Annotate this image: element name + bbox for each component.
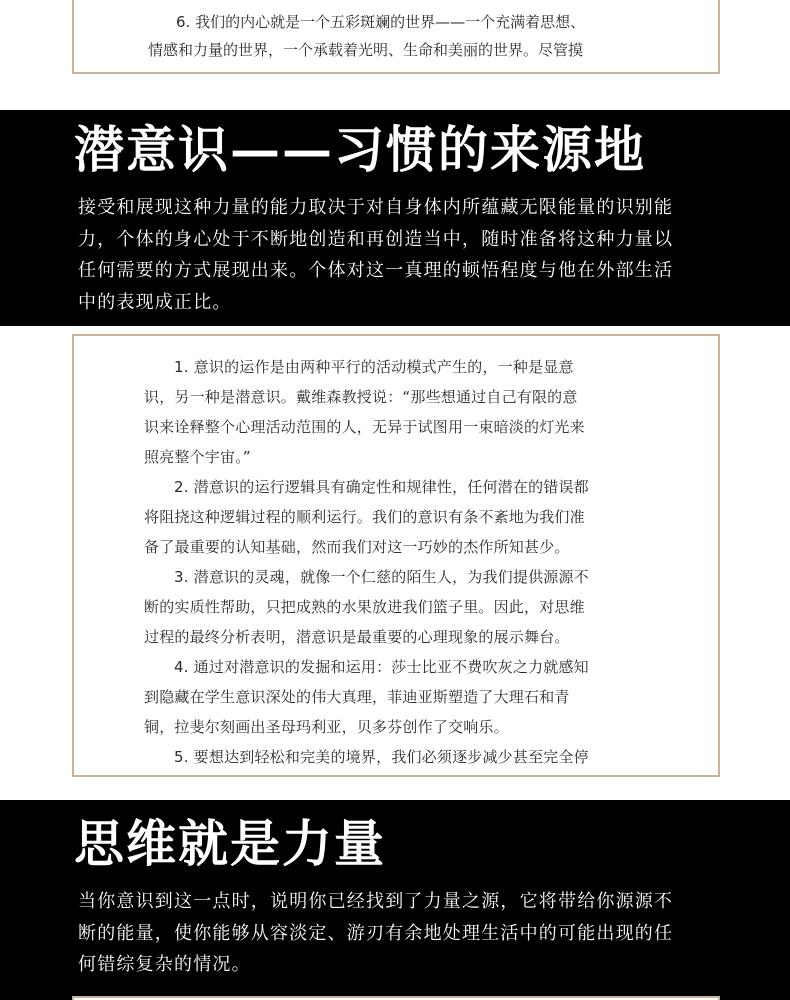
paragraph-line: 到隐藏在学生意识深处的伟大真理，菲迪亚斯塑造了大理石和青	[144, 688, 570, 706]
numbered-points	[144, 352, 644, 772]
paragraph-line: 6. 我们的内心就是一个五彩斑斓的世界——一个充满着思想、	[176, 13, 586, 31]
intro-line: 何错综复杂的情况。	[78, 954, 251, 975]
intro-line: 中的表现成正比。	[78, 291, 232, 313]
numbered-points-card	[72, 334, 720, 777]
intro-line: 断的能量，使你能够从容淡定、游刃有余地处理生活中的可能出现的任	[78, 922, 674, 944]
section-heading: 思维就是力量	[74, 814, 386, 873]
section-thought-is-power	[0, 800, 790, 1000]
paragraph-line: 3. 潜意识的灵魂，就像一个仁慈的陌生人，为我们提供源源不	[174, 568, 589, 586]
paragraph-line: 5. 要想达到轻松和完美的境界，我们必须逐步减少甚至完全停	[174, 748, 589, 766]
paragraph-line: 识，另一种是潜意识。戴维森教授说：“那些想通过自己有限的意	[144, 388, 578, 406]
intro-line: 接受和展现这种力量的能力取决于对自身体内所蕴藏无限能量的识别能	[78, 197, 674, 218]
intro-line: 力，个体的身心处于不断地创造和再创造当中，随时准备将这种力量以	[78, 228, 674, 250]
section-intro	[78, 886, 718, 981]
section-heading: 潜意识——习惯的来源地	[74, 120, 646, 179]
paragraph-line: 照亮整个宇宙。”	[144, 448, 251, 466]
intro-line: 当你意识到这一点时，说明你已经找到了力量之源，它将带给你源源不	[78, 891, 674, 912]
paragraph-line: 1. 意识的运作是由两种平行的活动模式产生的，一种是显意	[174, 358, 574, 376]
intro-line: 任何需要的方式展现出来。个体对这一真理的顿悟程度与他在外部生活	[78, 260, 674, 281]
paragraph-line: 识来诠释整个心理活动范围的人，无异于试图用一束暗淡的灯光来	[144, 418, 585, 436]
top-text-card	[72, 0, 720, 74]
section-subconscious	[0, 110, 790, 326]
bottom-text-card	[72, 996, 720, 1000]
paragraph-6	[148, 8, 708, 64]
paragraph-line: 情感和力量的世界，一个承载着光明、生命和美丽的世界。尽管摸	[148, 41, 584, 59]
paragraph-line: 备了最重要的认知基础，然而我们对这一巧妙的杰作所知甚少。	[144, 538, 570, 556]
section-intro	[78, 192, 718, 318]
paragraph-line: 将阻挠这种逻辑过程的顺利运行。我们的意识有条不紊地为我们准	[144, 508, 585, 526]
paragraph-line: 铜，拉斐尔刻画出圣母玛利亚，贝多芬创作了交响乐。	[144, 718, 509, 736]
paragraph-line: 过程的最终分析表明，潜意识是最重要的心理现象的展示舞台。	[144, 628, 570, 646]
paragraph-line: 断的实质性帮助，只把成熟的水果放进我们篮子里。因此，对思维	[144, 598, 585, 616]
paragraph-line: 4. 通过对潜意识的发掘和运用：莎士比亚不费吹灰之力就感知	[174, 658, 589, 676]
paragraph-line: 2. 潜意识的运行逻辑具有确定性和规律性，任何潜在的错误都	[174, 478, 589, 496]
